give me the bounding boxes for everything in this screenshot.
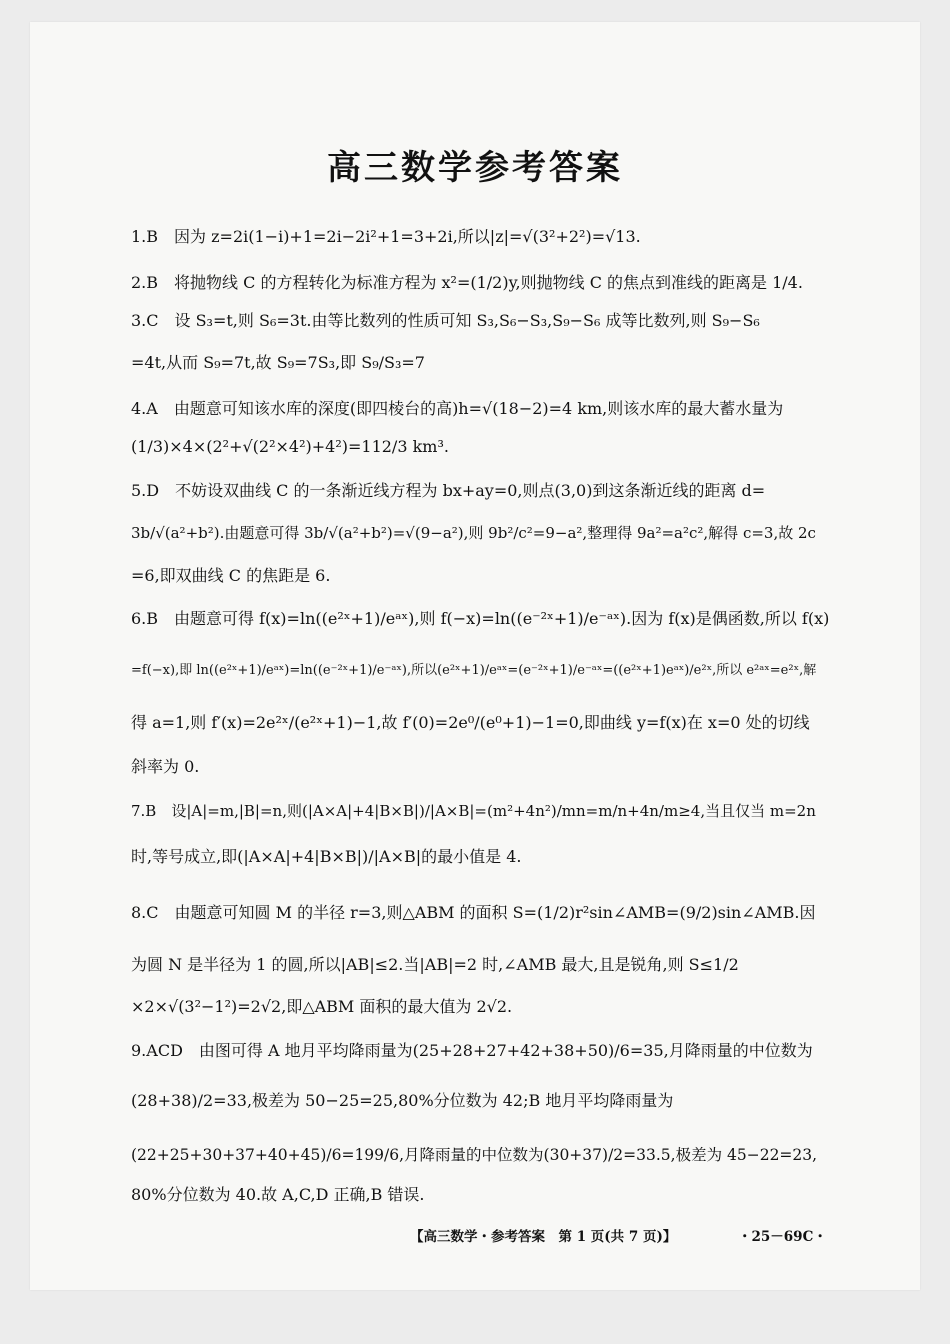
answer-3-line-2: =4t,从而 S₉=7t,故 S₉=7S₃,即 S₉/S₃=7 — [131, 353, 425, 372]
answer-7-line-1: 7.B 设|A|=m,|B|=n,则(|A×A|+4|B×B|)/|A×B|=(m²+4n²)/mn=m/n+4n/m≥4,当且仅当 m=2n — [131, 802, 816, 820]
footer-page-info: 【高三数学・参考答案 第 1 页(共 7 页)】 — [410, 1229, 677, 1245]
answer-3-line-1: 3.C 设 S₃=t,则 S₆=3t.由等比数列的性质可知 S₃,S₆−S₃,S₉−S₆ 成等比数列,则 S₉−S₆ — [131, 311, 760, 330]
footer-code: ・25－69C・ — [738, 1229, 827, 1245]
answer-6-line-4: 斜率为 0. — [131, 757, 200, 776]
answer-9-line-3: (22+25+30+37+40+45)/6=199/6,月降雨量的中位数为(30+37)/2=33.5,极差为 45−22=23, — [131, 1146, 818, 1164]
answer-8-line-1: 8.C 由题意可知圆 M 的半径 r=3,则△ABM 的面积 S=(1/2)r²sin∠AMB=(9/2)sin∠AMB.因 — [131, 903, 816, 922]
answer-7-line-2: 时,等号成立,即(|A×A|+4|B×B|)/|A×B|的最小值是 4. — [131, 847, 522, 866]
answer-9-line-2: (28+38)/2=33,极差为 50−25=25,80%分位数为 42;B 地月平均降雨量为 — [131, 1091, 674, 1110]
answer-1: 1.B 因为 z=2i(1−i)+1=2i−2i²+1=3+2i,所以|z|=√(3²+2²)=√13. — [131, 227, 641, 246]
answer-5-line-1: 5.D 不妨设双曲线 C 的一条渐近线方程为 bx+ay=0,则点(3,0)到这条渐近线的距离 d= — [131, 481, 766, 500]
answer-9-line-1: 9.ACD 由图可得 A 地月平均降雨量为(25+28+27+42+38+50)/6=35,月降雨量的中位数为 — [131, 1041, 813, 1060]
answer-5-line-2: 3b/√(a²+b²).由题意可得 3b/√(a²+b²)=√(9−a²),则 9b²/c²=9−a²,整理得 9a²=a²c²,解得 c=3,故 2c — [131, 524, 816, 542]
answer-6-line-1: 6.B 由题意可得 f(x)=ln((e²ˣ+1)/eᵃˣ),则 f(−x)=ln((e⁻²ˣ+1)/e⁻ᵃˣ).因为 f(x)是偶函数,所以 f(x) — [131, 609, 830, 628]
document-title: 高三数学参考答案 — [327, 148, 623, 188]
answer-9-line-4: 80%分位数为 40.故 A,C,D 正确,B 错误. — [131, 1185, 425, 1204]
answer-8-line-3: ×2×√(3²−1²)=2√2,即△ABM 面积的最大值为 2√2. — [131, 997, 513, 1016]
answer-4-line-2: (1/3)×4×(2²+√(2²×4²)+4²)=112/3 km³. — [131, 437, 449, 456]
answer-6-line-3: 得 a=1,则 f′(x)=2e²ˣ/(e²ˣ+1)−1,故 f′(0)=2e⁰/(e⁰+1)−1=0,即曲线 y=f(x)在 x=0 处的切线 — [131, 713, 810, 732]
answer-4-line-1: 4.A 由题意可知该水库的深度(即四棱台的高)h=√(18−2)=4 km,则该水库的最大蓄水量为 — [131, 399, 784, 418]
answer-5-line-3: =6,即双曲线 C 的焦距是 6. — [131, 566, 331, 585]
answer-2: 2.B 将抛物线 C 的方程转化为标准方程为 x²=(1/2)y,则抛物线 C 的焦点到准线的距离是 1/4. — [131, 273, 803, 292]
answer-8-line-2: 为圆 N 是半径为 1 的圆,所以|AB|≤2.当|AB|=2 时,∠AMB 最大,且是锐角,则 S≤1/2 — [131, 955, 739, 974]
answer-6-line-2: =f(−x),即 ln((e²ˣ+1)/eᵃˣ)=ln((e⁻²ˣ+1)/e⁻ᵃˣ),所以(e²ˣ+1)/eᵃˣ=(e⁻²ˣ+1)/e⁻ᵃˣ=((e²ˣ+1)eᵃˣ)/e²ˣ,所以 e²ᵃˣ=e²ˣ,解 — [131, 663, 817, 678]
